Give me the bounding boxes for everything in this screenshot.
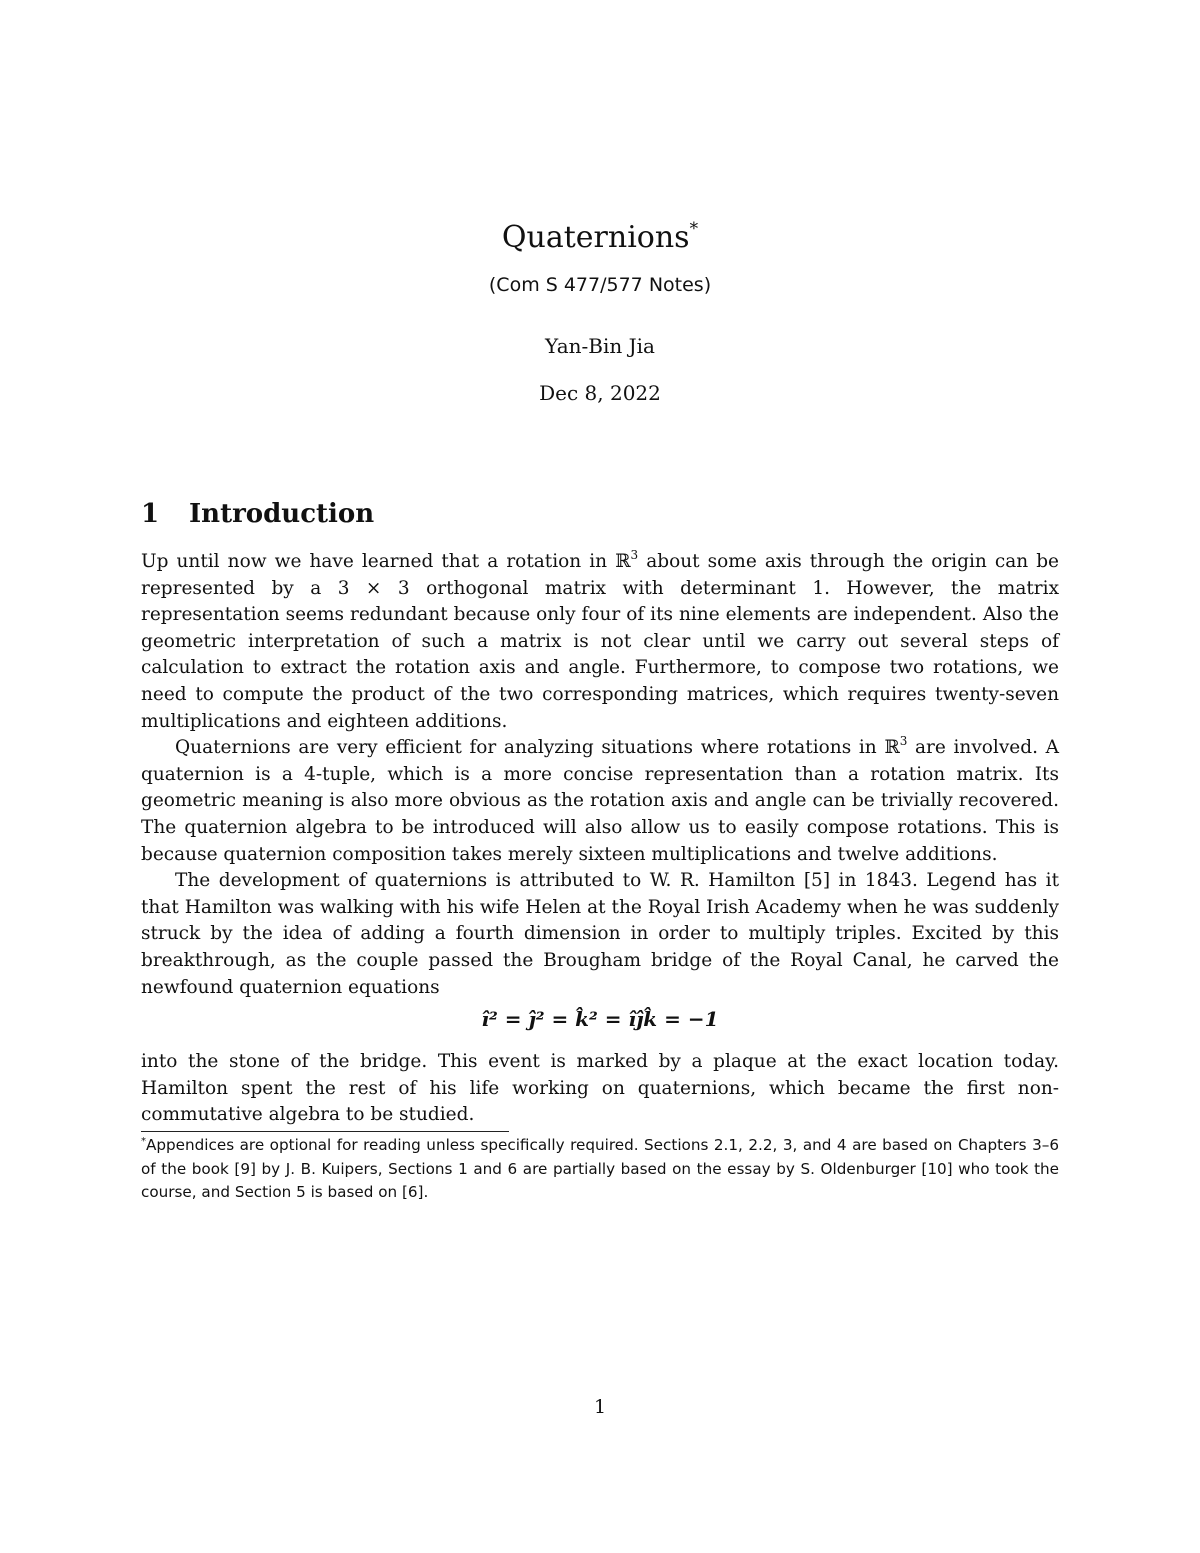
paragraph-1-text-b: about some axis through the origin can be represented by a 3 × 3 orthogonal matrix with determinant 1. However, the matrix representation seems redundant because only four of its nine elements are independent. Also the geometric interpretation of such a matrix is not clear until we carry out several steps of calculation to extract the rotation axis and angle. Furthermore, to compose two rotations, we need to compute the product of the two corresponding matrices, which requires twenty-seven multiplications and eighteen additions. [141,551,1059,732]
paragraph-1 [141,549,1059,735]
footnote-text: Appendices are optional for reading unless specifically required. Sections 2.1, 2.2, 3, and 4 are based on Chapters 3–6 of the book [9] by J. B. Kuipers, Sections 1 and 6 are partially based on the essay by S. Oldenburger [10] who took the course, and Section 5 is based on [6]. [141,1136,1059,1201]
section-body [141,549,1059,1129]
title-footnote-marker: * [689,219,699,239]
section-title: Introduction [189,499,375,529]
section-heading [141,496,374,532]
document-author: Yan-Bin Jia [545,334,655,358]
quaternion-equation: î² = ĵ² = k̂² = îĵk̂ = −1 [481,1007,719,1032]
footnote-divider [141,1131,509,1132]
paragraph-1-text-a: Up until now we have learned that a rotation in ℝ [141,551,631,572]
title-text: Quaternions [501,220,690,255]
paragraph-4: into the stone of the bridge. This event is marked by a plaque at the exact location today. Hamilton spent the rest of his life working on quaternions, which became the first non-commutative algebra to be studied. [141,1051,1059,1126]
paragraph-1-superscript: 3 [630,548,639,562]
document-title [0,218,1200,258]
paragraph-3: The development of quaternions is attributed to W. R. Hamilton [5] in 1843. Legend has it that Hamilton was walking with his wife Helen at the Royal Irish Academy when he was suddenly struck by the idea of adding a fourth dimension in order to multiply triples. Excited by this breakthrough, as the couple passed the Brougham bridge of the Royal Canal, he carved the newfound quaternion equations [141,870,1059,998]
footnote [141,1134,1059,1205]
paragraph-2-superscript: 3 [899,734,908,749]
footnote-marker: * [141,1136,146,1147]
page-number: 1 [593,1396,607,1418]
section-number: 1 [141,499,160,529]
document-date: Dec 8, 2022 [539,381,661,405]
paragraph-2-text-b: are involved. A quaternion is a 4-tuple, which is a more concise representation than a rotation matrix. Its geometric meaning is also more obvious as the rotation axis and angle can be trivially recovered. The quaternion algebra to be introduced will also allow us to easily compose rotations. This is because quaternion composition takes merely sixteen multiplications and twelve additions. [141,737,1059,865]
document-subtitle: (Com S 477/577 Notes) [488,274,712,296]
paragraph-2-text-a: Quaternions are very efficient for analyzing situations where rotations in ℝ [175,737,900,759]
paragraph-2 [141,735,1059,868]
